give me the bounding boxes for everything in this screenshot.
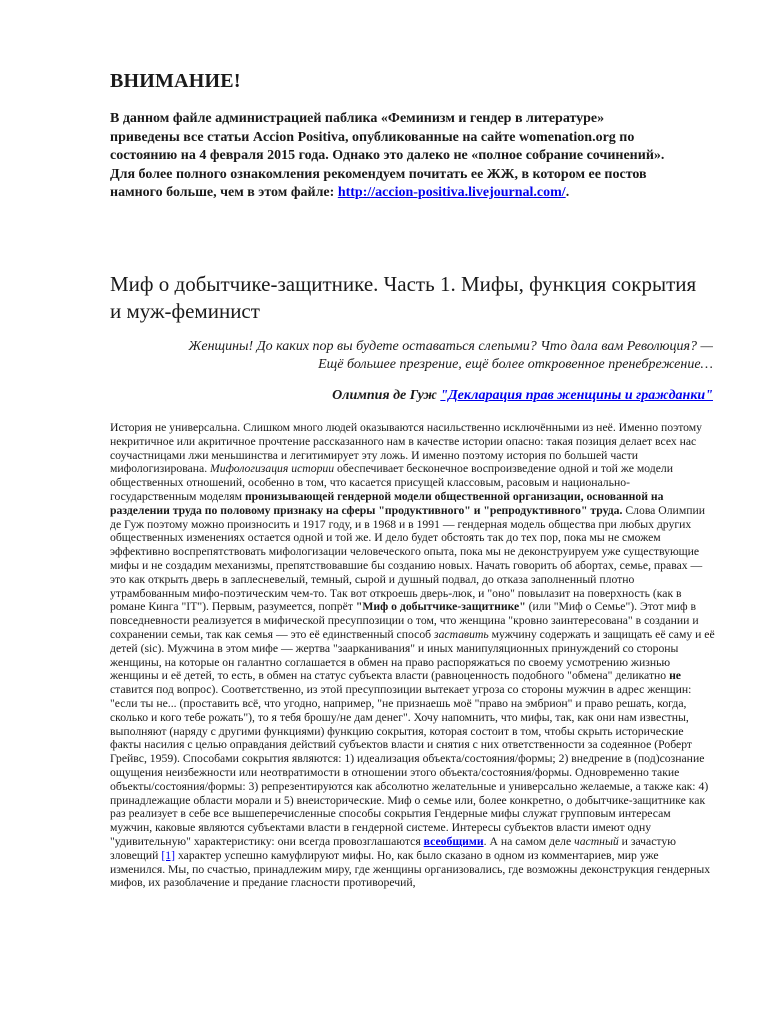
warning-title: ВНИМАНИЕ! bbox=[110, 70, 241, 92]
epigraph-line-2: Ещё большее презрение, ещё более откровенное пренебрежение… bbox=[318, 357, 713, 372]
body-italic-run: Мифологизация истории bbox=[210, 462, 335, 476]
attribution-author: Олимпия де Гуж bbox=[332, 388, 441, 403]
body-text-run: обеспечивает бесконечное воспроизведение одной и той же модели общественных отношений, особенно в том, что касается присущей классовым, расовым и национально-государственным моделям bbox=[110, 462, 673, 503]
body-text-run: История не универсальна. Слишком много людей оказываются насильственно исключёнными из неё. Именно поэтому некритичное или акритичное прочтение рассказанного нам в качестве истории опасно: такая позиция делает всех нас соучастницами лжи меньшинства и легитимирует эту ложь. И именно поэтому история по большей части мифологизирована. bbox=[110, 421, 703, 476]
body-text-run: характер успешно камуфлируют мифы. Но, как было сказано в одном из комментариев, мир уже изменился. Мы, по счастью, принадлежим миру, где женщины организовались, где возможны деконструкция гендерных мифов, их разоблачение и предание гласности противоречий, bbox=[110, 848, 711, 890]
epigraph-line-1: Женщины! До каких пор вы будете оставаться слепыми? Что дала вам Революция? — bbox=[188, 339, 713, 354]
article-body bbox=[110, 421, 715, 890]
body-text-run: ставится под вопрос). Соответственно, из этой пресуппозиции вытекает угроза со стороны мужчин в адрес женщин: "если ты не... (проставить всё, что угодно, например, "не признаешь моё "право на эмбрион" и право решать, когда, сколько и кого тебе рожать"), то я тебя брошу/не дам денег". Хочу напомнить, что мифы, так, как они нам известны, выполняют (наряду с другими функциями) функцию сокрытия, которая состоит в том, чтобы скрыть исторические факты насилия с целью оправдания действий субъектов власти и снятия с них ответственности за содеянное (Роберт Грейвс, 1959). Способами сокрытия являются: 1) идеализация объекта/состояния/формы; 2) внедрение в (под)сознание ощущения неизбежности или неотвратимости в отношении этого объекта/состояния/формы. Одновременно такие объекты/состояния/формы: 3) репрезентируются как абсолютно желательные и универсально желаемые, а также как: 4) принадлежащие области морали и 5) внеисторические. Миф о семье или, более конкретно, о добытчике-защитнике как раз реализует в себе все вышеперечисленные способы сокрытия Гендерные мифы служат групповым интересам мужчин, каковые являются субъектами власти в гендерной системе. Интересы субъектов власти имеют одну "удивительную" характеристику: они всегда провозглашаются bbox=[110, 683, 709, 848]
body-text-run: и зачастую зловещий bbox=[110, 834, 676, 862]
body-text-run: мужчину содержать и защищать её саму и её детей (sic). Мужчина в этом мифе — жертва "заарканивания" и иных манипуляционных принуждений со стороны женщины, на которые он галантно соглашается в обмен на право распоряжаться по своему усмотрению жизнью женщины и её детей, то есть, в обмен на статус субъекта власти (равноценность подобного "обмена" деликатно bbox=[110, 627, 715, 683]
livejournal-link[interactable]: http://accion-positiva.livejournal.com/ bbox=[337, 185, 566, 200]
body-italic-run: частный bbox=[574, 834, 619, 848]
warning-text: В данном файле администрацией паблика «Феминизм и гендер в литературе» приведены все статьи Accion Positiva, опубликованные на сайте womenation.org по состоянию на 4 февраля 2015 года. Однако это далеко не «полное собрание сочинений». Для более полного ознакомления рекомендуем почитать ее ЖЖ, в котором ее постов намного больше, чем в этом файле: bbox=[110, 111, 665, 200]
epigraph bbox=[153, 338, 713, 374]
body-bold-run: не bbox=[669, 669, 681, 683]
body-italic-run: заставить bbox=[434, 627, 489, 641]
body-text-run: Слова Олимпии де Гуж поэтому можно произносить и 1917 году, и в 1968 и в 1991 — гендерная модель общества при любых других общественных изменениях остается одной и той же. И дело будет обстоять так до тех пор, пока мы не сможем эффективно воспрепятствовать мифологизации человеческого опыта, пока мы не деконструируем уже существующие мифы и не создадим механизмы, препятствовавшие бы созданию новых. Начать говорить об абортах, семье, правах — это как открыть дверь в заплесневелый, темный, сырой и душный подвал, до отказа заполненный плотно утрамбованным мифо-поэтическим чем-то. Так вот откроешь дверь-люк, и "оно" повылазит на поверхность (как в романе Кинга "IT"). Первым, разумеется, попрёт bbox=[110, 503, 705, 614]
body-text-run: . А на самом деле bbox=[483, 834, 575, 848]
body-text-run: (или "Миф о Семье"). Этот миф в повседневности реализуется в мифической пресуппозиции о том, что женщина "кровно заинтересована" в создании и сохранении семьи, так как семья — это её единственный способ bbox=[110, 600, 699, 641]
body-bold-run: "Миф о добытчике-защитнике" bbox=[355, 600, 526, 614]
footnote-link[interactable]: [1] bbox=[161, 848, 176, 862]
body-bold-run: пронизывающей гендерной модели общественной организации, основанной на разделении труда по половому признаку на сферы "продуктивного" и "репродуктивного" труда. bbox=[110, 489, 664, 517]
declaration-link[interactable]: "Декларация прав женщины и гражданки" bbox=[440, 388, 713, 403]
body-link[interactable]: всеобщими bbox=[423, 834, 484, 848]
article-title: Миф о добытчике-защитнике. Часть 1. Мифы, функция сокрытия и муж-феминист bbox=[110, 272, 697, 323]
warning-text-end: . bbox=[565, 185, 570, 200]
epigraph-attribution bbox=[153, 388, 713, 404]
warning-notice bbox=[110, 110, 670, 203]
